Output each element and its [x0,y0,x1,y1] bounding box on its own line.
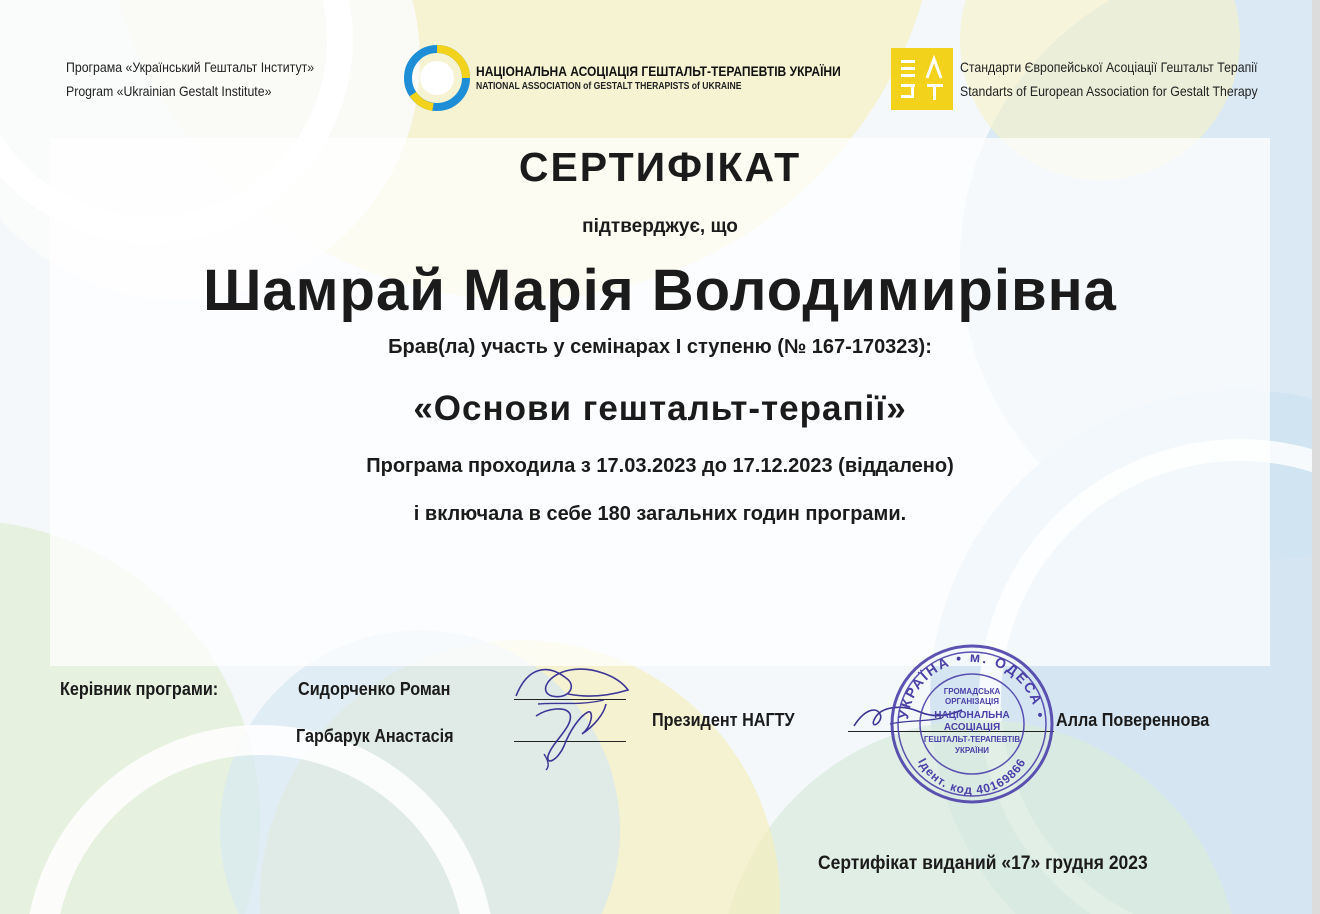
stamp-line-3: НАЦІОНАЛЬНА [934,710,1010,721]
program-header [66,55,314,103]
head-label: Керівник програми: [60,679,219,699]
issue-date: Сертифікат виданий «17» грудня 2023 [818,853,1148,874]
eagt-name-en: Standarts of European Association for Gestalt Therapy [960,83,1258,99]
nagt-name-uk: НАЦІОНАЛЬНА АСОЦІАЦІЯ ГЕШТАЛЬТ-ТЕРАПЕВТІВ УКРАЇНИ [476,63,841,79]
page-edge [1312,0,1320,914]
head-signatures [508,656,636,774]
participation-text: Брав(ла) участь у семінарах І ступеню (№ 167-170323): [388,336,932,358]
eagt-name-uk: Стандарти Європейської Асоціації Гештальт Терапії [960,59,1258,75]
stamp-line-5: ГЕШТАЛЬТ-ТЕРАПЕВТІВ [923,735,1021,744]
confirms-text: підтверджує, що [582,216,738,237]
nagt-logo [403,44,471,112]
nagt-title [476,62,841,94]
program-hours: і включала в себе 180 загальних годин програми. [413,503,907,525]
stamp-line-6: УКРАЇНИ [954,746,990,755]
president-label: Президент НАГТУ [652,710,795,730]
stamp-line-1: ГРОМАДСЬКА [943,687,1001,696]
stamp-outer-text: УКРАЇНА • м. ОДЕСА • [895,648,1049,721]
head-name-1: Сидорченко Роман [298,679,451,699]
course-title: «Основи гештальт-терапії» [413,389,907,428]
certificate-title: СЕРТИФІКАТ [518,144,802,190]
program-dates: Програма проходила з 17.03.2023 до 17.12.2023 (віддалено) [366,455,954,477]
nagt-name-en: NATIONAL ASSOCIATION of GESTALT THERAPISTS of UKRAINE [476,81,742,92]
stamp-line-4: АСОЦІАЦІЯ [943,722,1001,733]
stamp-bottom-text: Ідент. код 40169866 [915,755,1029,798]
stamp-line-2: ОРГАНІЗАЦІЯ [945,697,999,706]
eagt-header [960,55,1258,103]
recipient-name: Шамрай Марія Володимирівна [203,258,1117,323]
program-name-uk: Програма «Український Гештальт Інститут» [66,59,315,75]
head-name-2: Гарбарук Анастасія [296,726,454,746]
eagt-logo [891,48,953,110]
program-name-en: Program «Ukrainian Gestalt Institute» [66,83,272,99]
official-stamp [886,640,1058,808]
president-name: Алла Повереннова [1056,710,1210,730]
